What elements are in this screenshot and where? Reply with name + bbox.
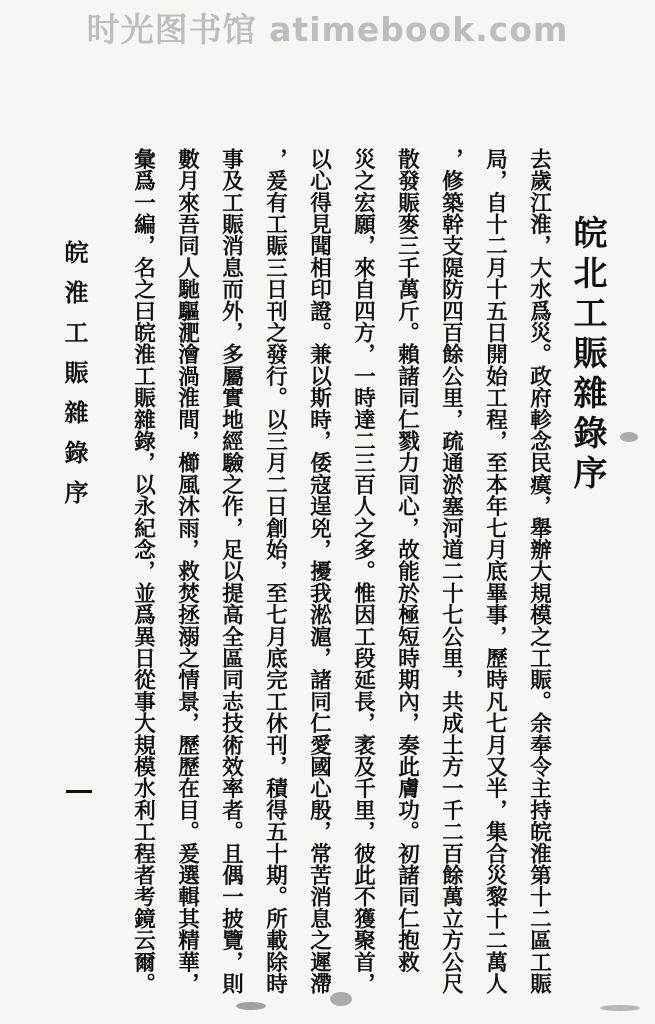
body-line: 數月來吾同人馳驅淝澮渦淮間，櫛風沐雨，救焚拯溺之情景，歷歷在目。爰選輯其精華， — [174, 148, 200, 995]
body-line: 災之宏願，來自四方，一時達二三百人之多。惟因工段延長，袤及千里，彼此不獲聚首， — [350, 148, 376, 995]
body-line: 局，自十二月十五日開始工程，至本年七月底畢事，歷時凡七月又半，集合災黎十二萬人 — [482, 148, 508, 995]
body-line: 散發賑麥三千萬斤。賴諸同仁戮力同心，故能於極短時期內，奏此膚功。初諸同仁抱救 — [394, 148, 420, 973]
ink-speck — [236, 1002, 266, 1010]
ink-speck — [330, 992, 352, 1006]
body-line: 以心得見聞相印證。兼以斯時，倭寇逞兇，擾我淞滬，諸同仁愛國心殷，常苦消息之遲滯 — [306, 148, 332, 995]
body-line: 事及工賑消息而外，多屬實地經驗之作，足以提高全區同志技術效率者。且偶一披覽，則 — [218, 148, 244, 995]
preface-title: 皖北工賑雜錄序 — [567, 215, 607, 495]
body-line: 去歲江淮，大水爲災。政府軫念民瘼，舉辦大規模之工賑。余奉令主持皖淮第十二區工賑 — [526, 148, 552, 995]
running-title: 皖淮工賑雜錄序 — [60, 240, 89, 520]
ink-speck — [620, 432, 638, 442]
page-number — [66, 790, 92, 793]
body-line: ，爰有工賑三日刊之發行。以三月二日創始，至七月底完工休刊，積得五十期。所載除時 — [262, 148, 288, 995]
body-line: ，修築幹支隄防四百餘公里，疏通淤塞河道二十七公里，共成土方一千二百餘萬立方公尺 — [438, 148, 464, 995]
ink-speck — [600, 1005, 640, 1011]
watermark-text: 时光图书馆 atimebook.com — [86, 10, 569, 49]
body-line: 彙爲一編，名之曰皖淮工賑雜錄，以永紀念，並爲異日從事大規模水利工程者考鏡云爾。 — [130, 148, 156, 995]
